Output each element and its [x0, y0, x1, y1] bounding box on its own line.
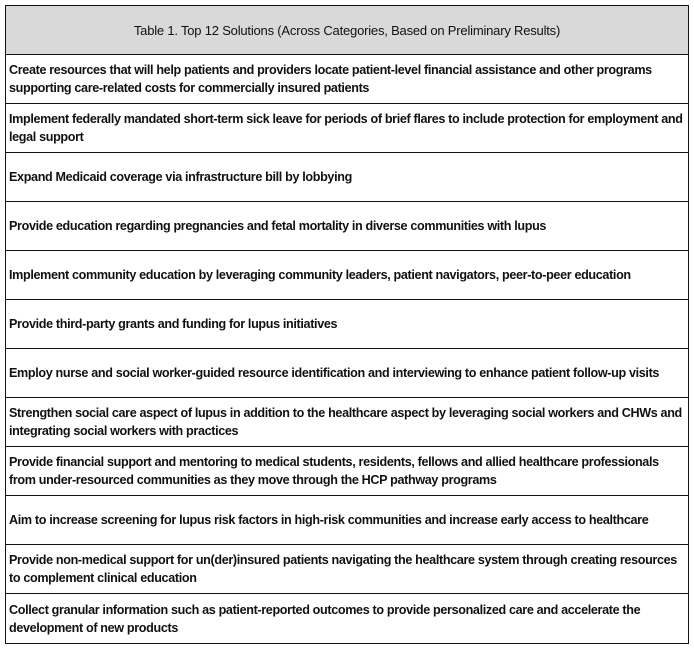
table-row	[6, 300, 688, 349]
table-row	[6, 153, 688, 202]
table-row	[6, 251, 688, 300]
row-text: Strengthen social care aspect of lupus in addition to the healthcare aspect by leveraging social workers and CHWs and integrating social workers with practices	[9, 406, 682, 438]
table-row	[6, 545, 688, 594]
table-row	[6, 104, 688, 153]
row-text: Expand Medicaid coverage via infrastructure bill by lobbying	[9, 170, 352, 184]
table-title: Table 1. Top 12 Solutions (Across Categories, Based on Preliminary Results)	[6, 6, 688, 55]
table-row	[6, 496, 688, 545]
table-row	[6, 447, 688, 496]
row-text: Provide non-medical support for un(der)insured patients navigating the healthcare system through creating resources to complement clinical education	[9, 553, 677, 585]
row-text: Provide education regarding pregnancies and fetal mortality in diverse communities with lupus	[9, 219, 547, 233]
row-text: Provide financial support and mentoring to medical students, residents, fellows and allied healthcare professionals from under-resourced communities as they move through the HCP pathway programs	[9, 455, 659, 487]
table-row	[6, 398, 688, 447]
table-row	[6, 594, 688, 643]
row-text: Provide third-party grants and funding for lupus initiatives	[9, 317, 338, 331]
row-text: Aim to increase screening for lupus risk factors in high-risk communities and increase early access to healthcare	[9, 513, 649, 527]
row-text: Employ nurse and social worker-guided resource identification and interviewing to enhance patient follow-up visits	[9, 366, 660, 380]
table-row	[6, 202, 688, 251]
solutions-table	[5, 5, 689, 644]
row-text: Create resources that will help patients and providers locate patient-level financial assistance and other programs supporting care-related costs for commercially insured patients	[9, 63, 652, 95]
row-text: Collect granular information such as patient-reported outcomes to provide personalized care and accelerate the development of new products	[9, 602, 641, 635]
table-row	[6, 349, 688, 398]
row-text: Implement community education by leveraging community leaders, patient navigators, peer-to-peer education	[9, 268, 631, 282]
table-row	[6, 55, 688, 104]
row-text: Implement federally mandated short-term sick leave for periods of brief flares to include protection for employment and legal support	[9, 112, 683, 144]
